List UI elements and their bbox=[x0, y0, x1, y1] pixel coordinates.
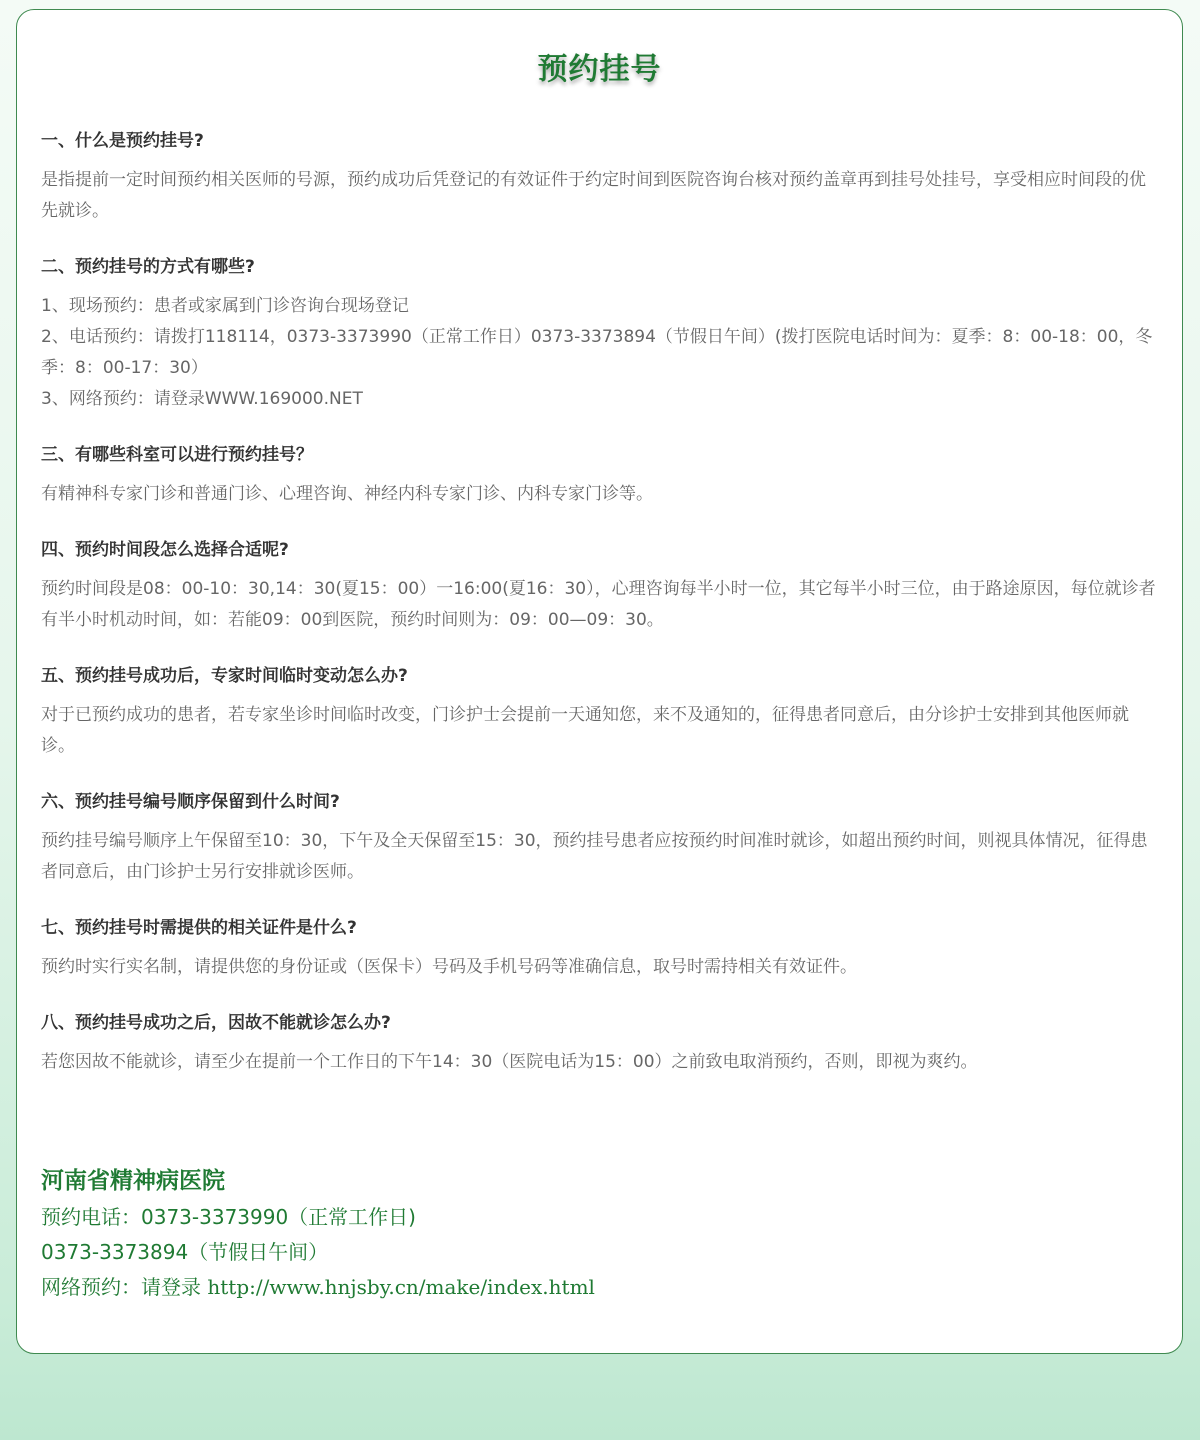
faq-heading: 六、预约挂号编号顺序保留到什么时间? bbox=[41, 792, 340, 812]
faq-heading: 一、什么是预约挂号? bbox=[41, 131, 204, 151]
faq-paragraph: 预约时间段是08：00-10：30,14：30(夏15：00）一16:00(夏16：30），心理咨询每半小时一位，其它每半小时三位，由于路途原因，每位就诊者有半小时机动时间，如：若能09：00到医院，预约时间则为：09：00—09：30。 bbox=[41, 579, 1156, 630]
faq-paragraph: 预约挂号编号顺序上午保留至10：30，下午及全天保留至15：30，预约挂号患者应按预约时间准时就诊，如超出预约时间，则视具体情况，征得患者同意后，由门诊护士另行安排就诊医师。 bbox=[41, 831, 1148, 882]
hospital-contact bbox=[41, 1162, 1161, 1305]
faq-section-5 bbox=[41, 662, 1161, 762]
faq-heading: 八、预约挂号成功之后，因故不能就诊怎么办? bbox=[41, 1013, 391, 1033]
online-booking-link[interactable]: http://www.hnjsby.cn/make/index.html bbox=[207, 1275, 595, 1299]
page-title: 预约挂号 bbox=[537, 52, 662, 87]
faq-section-3 bbox=[41, 441, 1161, 510]
faq-heading: 四、预约时间段怎么选择合适呢? bbox=[41, 540, 289, 560]
faq-heading: 五、预约挂号成功后，专家时间临时变动怎么办? bbox=[41, 666, 408, 686]
faq-section-6 bbox=[41, 788, 1161, 888]
faq-paragraph: 若您因故不能就诊，请至少在提前一个工作日的下午14：30（医院电话为15：00）之前致电取消预约，否则，即视为爽约。 bbox=[41, 1052, 978, 1072]
faq-paragraph: 是指提前一定时间预约相关医师的号源，预约成功后凭登记的有效证件于约定时间到医院咨询台核对预约盖章再到挂号处挂号，享受相应时间段的优先就诊。 bbox=[41, 170, 1146, 221]
hospital-name: 河南省精神病医院 bbox=[41, 1168, 225, 1194]
phone-holiday-line: 0373-3373894（节假日午间） bbox=[41, 1240, 329, 1264]
faq-heading: 七、预约挂号时需提供的相关证件是什么? bbox=[41, 918, 357, 938]
phone-line: 预约电话：0373-3373990（正常工作日) bbox=[41, 1205, 416, 1229]
faq-content bbox=[41, 127, 1161, 1104]
faq-paragraph: 2、电话预约：请拨打118114，0373-3373990（正常工作日）0373-3373894（节假日午间）(拨打医院电话时间为：夏季：8：00-18：00，冬季：8：00-17：30） bbox=[41, 327, 1153, 378]
faq-paragraph: 对于已预约成功的患者，若专家坐诊时间临时改变，门诊护士会提前一天通知您，来不及通知的，征得患者同意后，由分诊护士安排到其他医师就诊。 bbox=[41, 705, 1129, 756]
faq-section-2 bbox=[41, 253, 1161, 415]
faq-paragraph: 1、现场预约：患者或家属到门诊咨询台现场登记 bbox=[41, 296, 409, 316]
faq-paragraph: 有精神科专家门诊和普通门诊、心理咨询、神经内科专家门诊、内科专家门诊等。 bbox=[41, 484, 653, 504]
faq-paragraph: 3、网络预约：请登录WWW.169000.NET bbox=[41, 389, 363, 409]
faq-section-4 bbox=[41, 536, 1161, 636]
online-booking-line bbox=[41, 1270, 1161, 1305]
faq-heading: 二、预约挂号的方式有哪些? bbox=[41, 257, 255, 277]
online-booking-label: 网络预约：请登录 bbox=[41, 1275, 201, 1299]
faq-section-7 bbox=[41, 914, 1161, 983]
faq-heading: 三、有哪些科室可以进行预约挂号？ bbox=[41, 445, 313, 465]
faq-paragraph: 预约时实行实名制，请提供您的身份证或（医保卡）号码及手机号码等准确信息，取号时需持相关有效证件。 bbox=[41, 957, 857, 977]
faq-section-1 bbox=[41, 127, 1161, 227]
content-card bbox=[16, 9, 1183, 1354]
faq-section-8 bbox=[41, 1009, 1161, 1078]
